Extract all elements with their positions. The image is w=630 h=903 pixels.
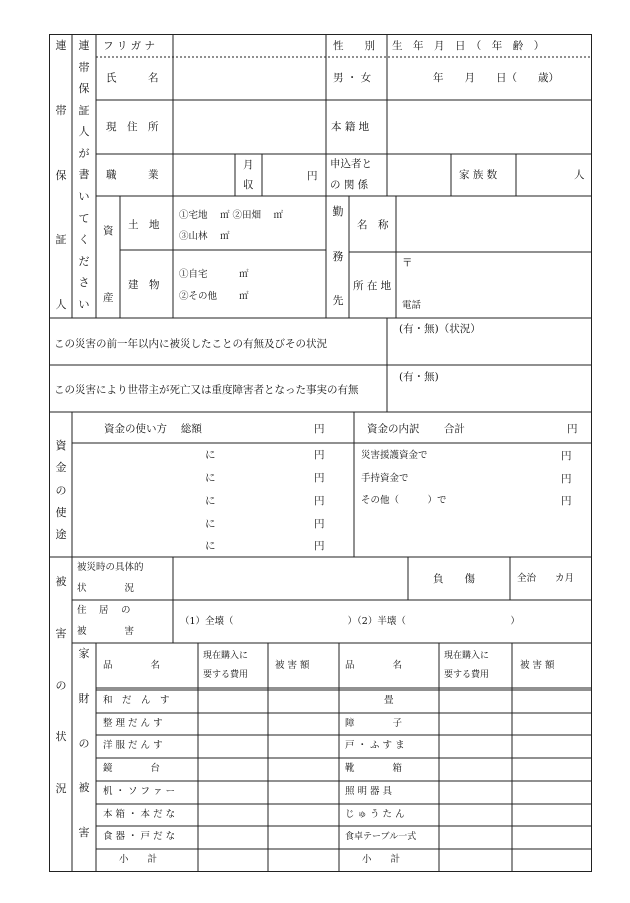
item-left: 洋 服 だ ん す — [103, 740, 163, 751]
guarantor-instruction: 連 帯 保 証 人 が 書 い て く だ さ い — [78, 39, 90, 311]
phone-label: 電話 — [402, 300, 422, 311]
building-detail-2: ②その他 ㎡ — [179, 291, 249, 302]
work-name-label: 名 称 — [357, 219, 389, 231]
funds-source-other: その他（ ）で — [361, 495, 447, 506]
specific-situation-label-2: 状 況 — [77, 583, 135, 594]
income-label-month: 月 — [243, 159, 254, 171]
funds-use-header: 資金の使い方 総額 — [104, 423, 202, 435]
funds-use-yen: 円 — [314, 540, 325, 552]
occupation-label: 職 業 — [106, 169, 159, 181]
specific-situation-label-1: 被災時の具体的 — [77, 562, 144, 573]
work-address-label: 所 在 地 — [353, 280, 392, 292]
col-damage-left: 被 害 額 — [275, 660, 310, 671]
history-question-2: この災害により世帯主が死亡又は重度障害者となった事実の有無 — [54, 384, 359, 396]
funds-use-ni: に — [205, 495, 216, 507]
funds-use-yen: 円 — [314, 495, 325, 507]
birth-value: 年 月 日（ 歳） — [433, 72, 559, 84]
item-left: 整 理 だ ん す — [103, 718, 163, 729]
col-cost-left-2: 要する費用 — [203, 670, 249, 680]
item-left: 机 ・ ソ フ ァ ー — [103, 786, 176, 797]
household-damage-label: 家 財 の 被 害 — [78, 647, 90, 839]
name-label: 氏 名 — [106, 72, 159, 84]
house-damage-label-1: 住 居 の — [77, 605, 131, 616]
building-label: 建 物 — [128, 279, 160, 291]
assets-label-1: 資 — [103, 225, 114, 237]
item-right: 畳 — [384, 695, 394, 706]
birth-label: 生 年 月 日 （ 年 齢 ） — [392, 40, 545, 52]
col-item-right: 品 名 — [345, 660, 403, 671]
col-cost-right-1: 現在購入に — [444, 651, 490, 661]
funds-source-yen: 円 — [561, 473, 572, 485]
item-left: 本 箱 ・ 本 だ な — [103, 809, 176, 820]
guarantor-side-label: 連 帯 保 証 人 — [55, 39, 67, 311]
funds-use-ni: に — [205, 518, 216, 530]
funds-source-yen: 円 — [561, 450, 572, 462]
house-damage-label-2: 被 害 — [77, 626, 135, 637]
family-person-unit: 人 — [574, 169, 585, 181]
item-left: 鏡 台 — [103, 763, 161, 774]
item-right: 食卓テーブル一式 — [345, 832, 417, 842]
address-label: 現 住 所 — [106, 121, 159, 133]
funds-side-label: 資 金 の 使 途 — [55, 439, 67, 541]
funds-use-yen: 円 — [314, 472, 325, 484]
assets-label-2: 産 — [103, 292, 114, 304]
funds-use-ni: に — [205, 449, 216, 461]
item-right: 靴 箱 — [345, 763, 403, 774]
funds-breakdown-header: 資金の内訳 合計 — [367, 423, 465, 435]
item-left: 和 だ ん す — [103, 695, 170, 706]
injury-label: 負 傷 — [433, 573, 475, 585]
item-right: 戸 ・ ふ す ま — [345, 740, 405, 751]
col-damage-right: 被 害 額 — [520, 660, 555, 671]
honseki-label: 本 籍 地 — [331, 121, 370, 133]
house-damage-options: （1）全壊（ ）（2）半壊（ ） — [180, 616, 520, 627]
postal-mark: 〒 — [402, 257, 413, 269]
funds-source-own: 手持資金で — [361, 473, 409, 484]
family-count-label: 家 族 数 — [459, 169, 498, 181]
workplace-label: 勤 務 先 — [332, 205, 344, 307]
funds-source-yen: 円 — [561, 495, 572, 507]
land-detail-1: ①宅地 ㎡ ②田畑 ㎡ — [179, 210, 284, 221]
funds-use-yen: 円 — [314, 449, 325, 461]
funds-breakdown-yen: 円 — [567, 423, 578, 435]
funds-use-ni: に — [205, 472, 216, 484]
relation-label-2: の 関 係 — [330, 179, 369, 191]
item-right: じ ゅ う た ん — [345, 809, 405, 820]
history-question-1: この災害の前一年以内に被災したことの有無及びその状況 — [54, 338, 327, 350]
income-yen-unit: 円 — [307, 170, 318, 182]
item-right: 照 明 器 具 — [345, 786, 393, 797]
land-label: 土 地 — [128, 219, 160, 231]
land-detail-2: ③山林 ㎡ — [179, 231, 230, 242]
history-answer-1: (有・無)（状況） — [399, 323, 481, 335]
funds-source-relief: 災害援護資金で — [361, 450, 428, 461]
col-cost-right-2: 要する費用 — [444, 670, 490, 680]
funds-use-yen: 円 — [314, 518, 325, 530]
recovery-label: 全治 カ月 — [517, 573, 575, 584]
item-right: 障 子 — [345, 718, 403, 729]
building-detail-1: ①自宅 ㎡ — [179, 269, 249, 280]
col-item-left: 品 名 — [103, 660, 161, 671]
furigana-label: フ リ ガ ナ — [103, 40, 156, 52]
history-answer-2: (有・無) — [399, 371, 439, 383]
income-label-income: 収 — [243, 179, 254, 191]
damage-side-label: 被 害 の 状 況 — [55, 575, 67, 795]
sex-value: 男 ・ 女 — [333, 72, 372, 84]
subtotal-right: 小 計 — [362, 854, 401, 865]
sex-label: 性 別 — [333, 40, 375, 52]
subtotal-left: 小 計 — [119, 854, 158, 865]
funds-total-yen: 円 — [314, 423, 325, 435]
col-cost-left-1: 現在購入に — [203, 651, 249, 661]
item-left: 食 器 ・ 戸 だ な — [103, 831, 176, 842]
funds-use-ni: に — [205, 540, 216, 552]
relation-label-1: 申込者と — [330, 158, 372, 170]
